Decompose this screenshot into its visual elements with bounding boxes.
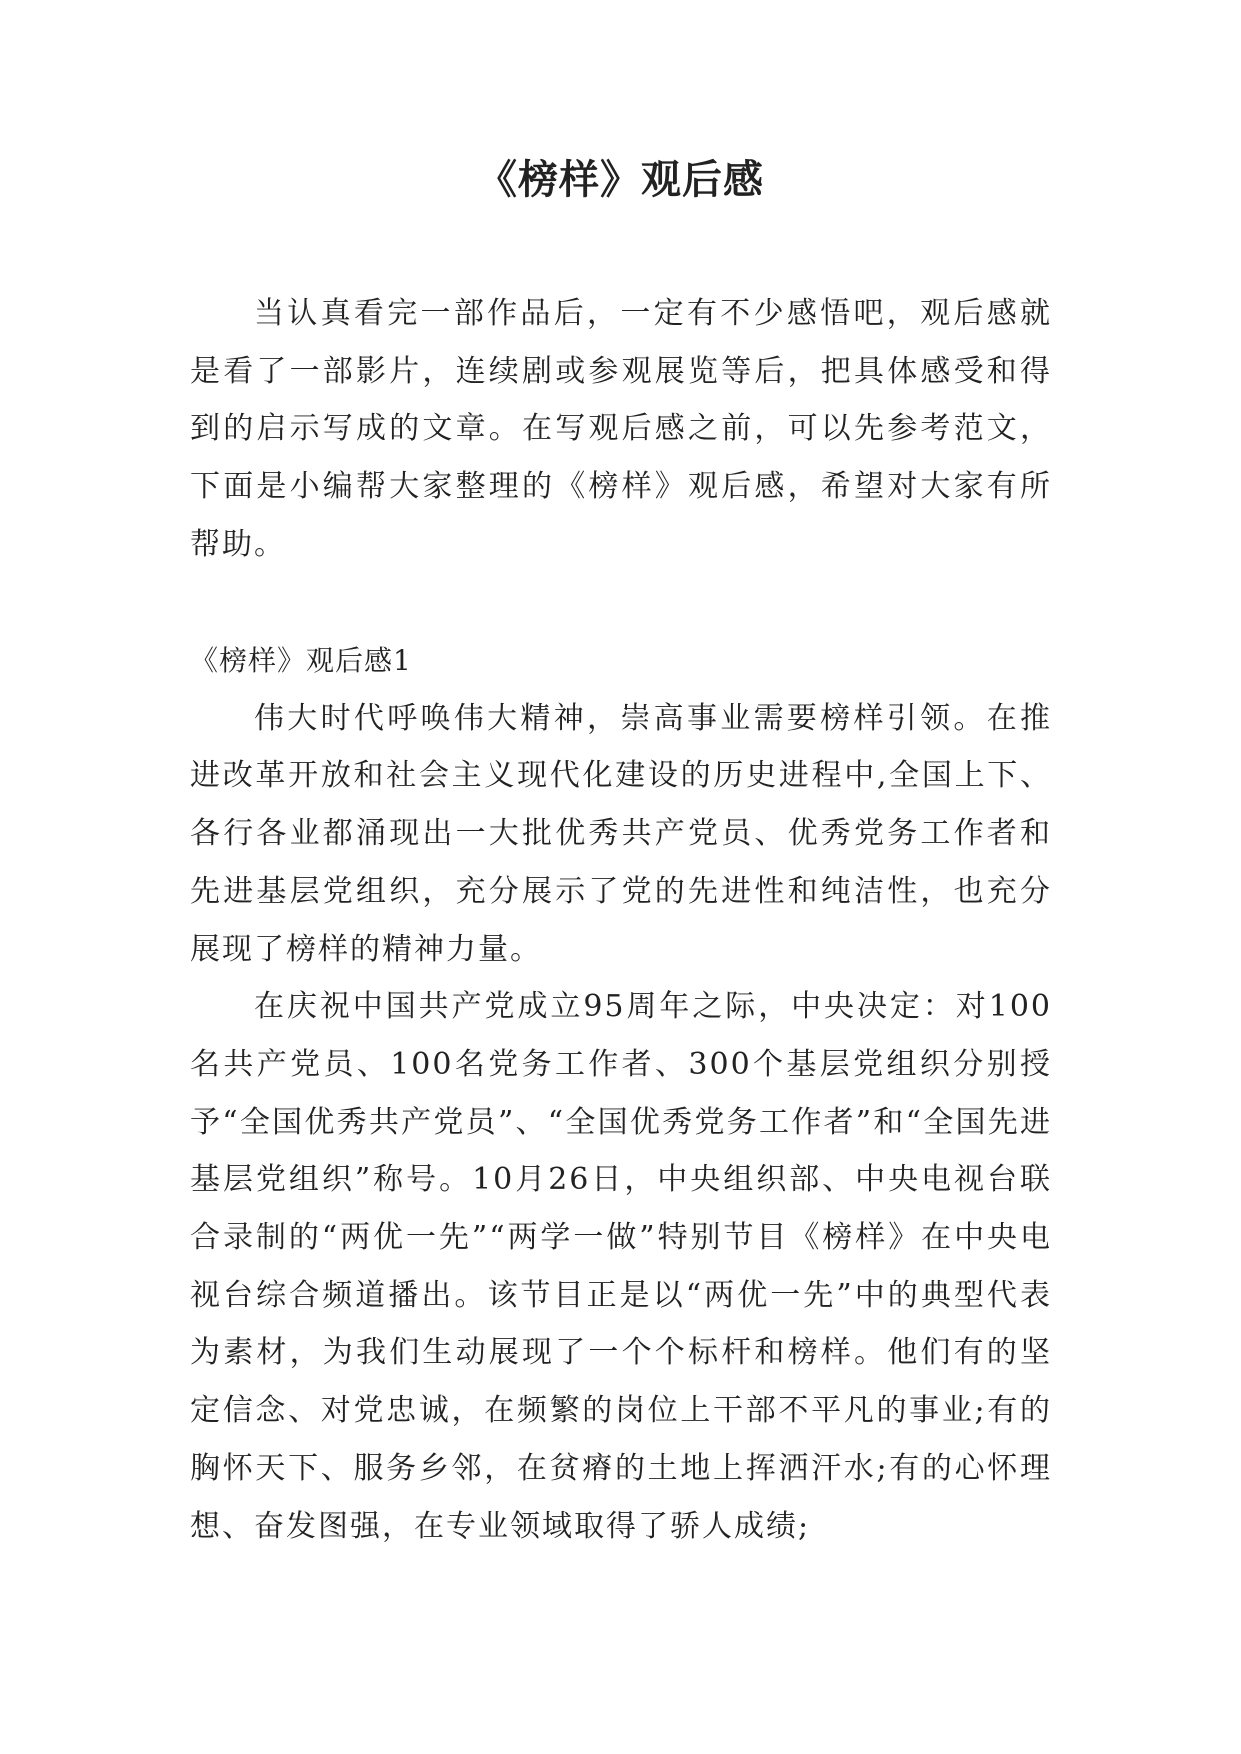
- section-heading: 《榜样》观后感1: [190, 644, 412, 677]
- body-paragraph-2: 在庆祝中国共产党成立95周年之际，中央决定：对100名共产党员、100名党务工作者、300个基层党组织分别授予“全国优秀共产党员”、“全国优秀党务工作者”和“全国先进基层党组织”称号。10月26日，中央组织部、中央电视台联合录制的“两优一先”“两学一做”特别节目《榜样》在中央电视台综合频道播出。该节目正是以“两优一先”中的典型代表为素材，为我们生动展现了一个个标杆和榜样。他们有的坚定信念、对党忠诚，在频繁的岗位上干部不平凡的事业;有的胸怀天下、服务乡邻，在贫瘠的土地上挥洒汗水;有的心怀理想、奋发图强，在专业领域取得了骄人成绩;: [190, 989, 1052, 1544]
- article-section: [190, 632, 1052, 1555]
- body-paragraph-1: 伟大时代呼唤伟大精神，崇高事业需要榜样引领。在推进改革开放和社会主义现代化建设的历史进程中,全国上下、各行各业都涌现出一大批优秀共产党员、优秀党务工作者和先进基层党组织，充分展示了党的先进性和纯洁性，也充分展现了榜样的精神力量。: [190, 700, 1052, 967]
- document-title: 《榜样》观后感: [477, 156, 764, 203]
- intro-paragraph: 当认真看完一部作品后，一定有不少感悟吧，观后感就是看了一部影片，连续剧或参观展览等后，把具体感受和得到的启示写成的文章。在写观后感之前，可以先参考范文，下面是小编帮大家整理的《榜样》观后感，希望对大家有所帮助。: [190, 296, 1052, 562]
